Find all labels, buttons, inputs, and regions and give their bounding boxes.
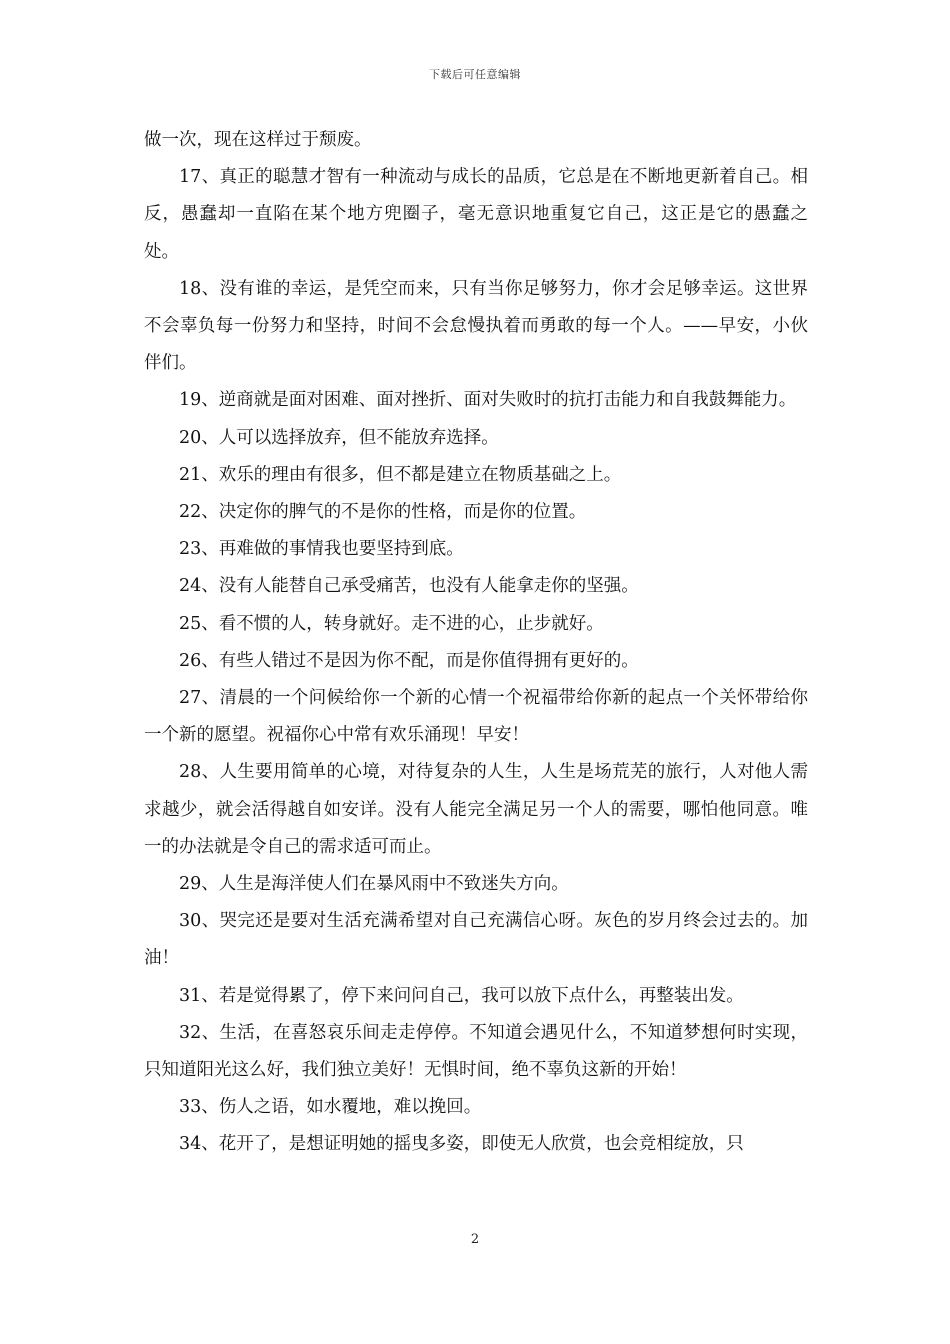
paragraph: 做一次，现在这样过于颓废。 [144, 130, 372, 150]
paragraph: 33、伤人之语，如水覆地，难以挽回。 [179, 1097, 482, 1118]
paragraph: 21、欢乐的理由有很多，但不都是建立在物质基础之上。 [179, 464, 622, 485]
paragraph: 20、人可以选择放弃，但不能放弃选择。 [179, 427, 499, 448]
page-number: 2 [470, 1232, 480, 1247]
paragraph: 18、没有谁的幸运，是凭空而来，只有当你足够努力，你才会足够幸运。这世界不会辜负每一份努力和坚持，时间不会怠慢执着而勇敢的每一个人。——早安，小伙伴们。 [144, 278, 808, 374]
paragraph: 23、再难做的事情我也要坚持到底。 [179, 539, 464, 560]
document-body [144, 122, 808, 1164]
paragraph: 19、逆商就是面对困难、面对挫折、面对失败时的抗打击能力和自我鼓舞能力。 [179, 390, 797, 411]
paragraph: 17、真正的聪慧才智有一种流动与成长的品质，它总是在不断地更新着自己。相反，愚蠢却一直陷在某个地方兜圈子，毫无意识地重复它自己，这正是它的愚蠢之处。 [144, 167, 808, 262]
paragraph: 31、若是觉得累了，停下来问问自己，我可以放下点什么，再整装出发。 [179, 985, 744, 1006]
paragraph: 34、花开了，是想证明她的摇曳多姿，即使无人欣赏，也会竞相绽放，只 [179, 1134, 744, 1155]
paragraph: 30、哭完还是要对生活充满希望对自己充满信心呀。灰色的岁月终会过去的。加油！ [144, 911, 808, 969]
paragraph: 29、人生是海洋使人们在暴风雨中不致迷失方向。 [179, 874, 569, 895]
paragraph: 25、看不惯的人，转身就好。走不进的心，止步就好。 [179, 613, 604, 634]
paragraph: 32、生活，在喜怒哀乐间走走停停。不知道会遇见什么，不知道梦想何时实现，只知道阳光这么好，我们独立美好！无惧时间，绝不辜负这新的开始！ [144, 1022, 808, 1081]
paragraph: 27、清晨的一个问候给你一个新的心情一个祝福带给你新的起点一个关怀带给你一个新的愿望。祝福你心中常有欢乐涌现！早安！ [144, 688, 808, 746]
paragraph: 26、有些人错过不是因为你不配，而是你值得拥有更好的。 [179, 650, 639, 671]
paragraph: 28、人生要用简单的心境，对待复杂的人生，人生是场荒芜的旅行，人对他人需求越少，就会活得越自如安详。没有人能完全满足另一个人的需要，哪怕他同意。唯一的办法就是令自己的需求适可而止。 [144, 762, 808, 857]
page-header: 下载后可任意编辑 [429, 68, 521, 81]
paragraph: 22、决定你的脾气的不是你的性格，而是你的位置。 [179, 502, 587, 523]
paragraph: 24、没有人能替自己承受痛苦，也没有人能拿走你的坚强。 [179, 576, 639, 597]
